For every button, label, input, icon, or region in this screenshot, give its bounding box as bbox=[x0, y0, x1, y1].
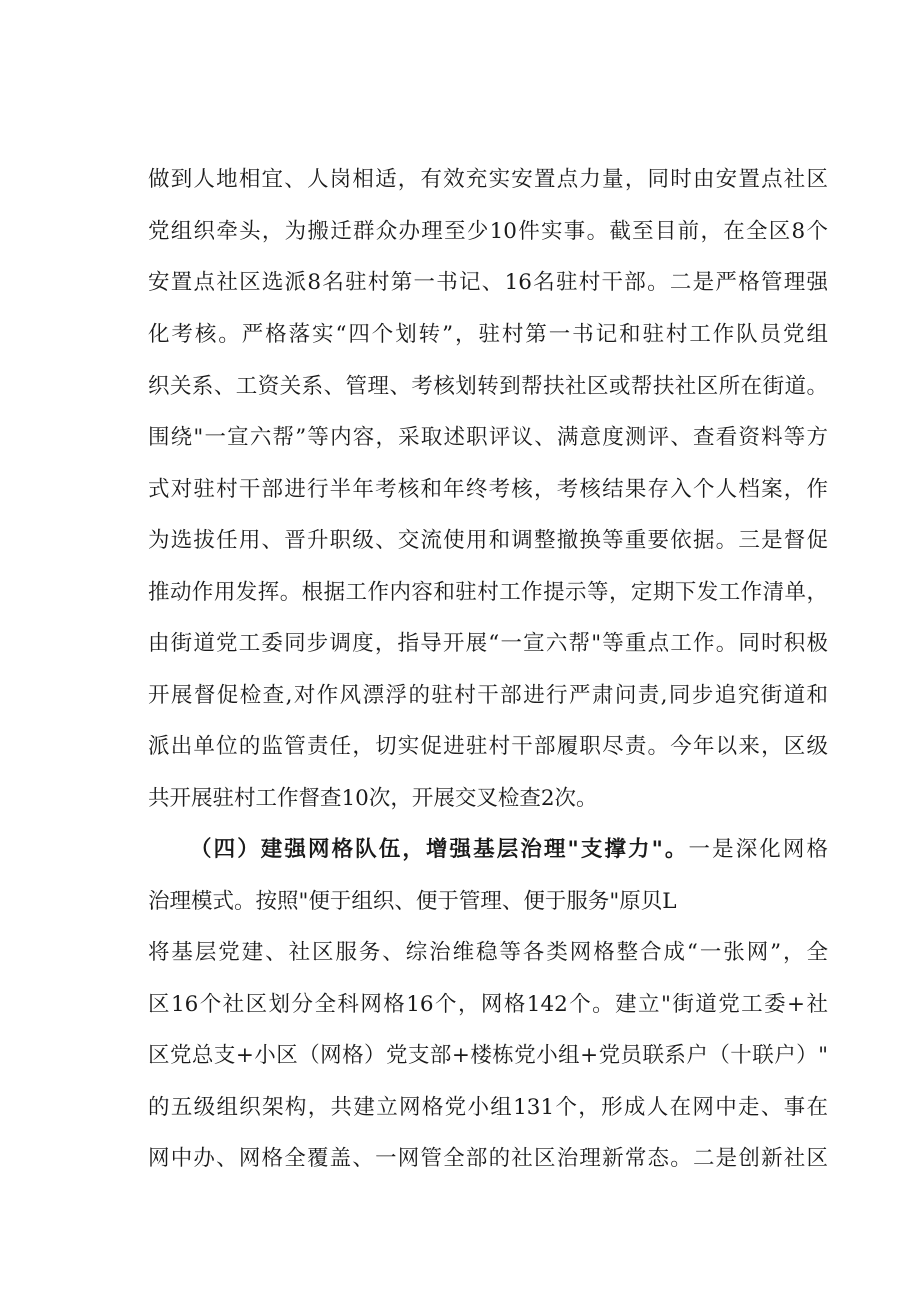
body-text-line: 开展督促检查,对作风漂浮的驻村干部进行严肃问责,同步追究街道和 bbox=[148, 683, 828, 708]
body-text-line: 治理模式。按照"便于组织、便于管理、便于服务"原贝L bbox=[148, 889, 677, 914]
body-text-line: 化考核。严格落实“四个划转”，驻村第一书记和驻村工作队员党组 bbox=[148, 322, 828, 347]
body-text-line: 推动作用发挥。根据工作内容和驻村工作提示等，定期下发工作清单， bbox=[148, 580, 828, 605]
body-text-line: 将基层党建、社区服务、综治维稳等各类网格整合成“一张网”，全 bbox=[148, 940, 828, 965]
body-text-line: 党组织牵头，为搬迁群众办理至少10件实事。截至目前，在全区8个 bbox=[148, 219, 828, 244]
body-text-line: 织关系、工资关系、管理、考核划转到帮扶社区或帮扶社区所在街道。 bbox=[148, 374, 828, 399]
body-text-line: 共开展驻村工作督查10次，开展交叉检查2次。 bbox=[148, 786, 598, 811]
body-text-line: 派出单位的监管责任，切实促进驻村干部履职尽责。今年以来，区级 bbox=[148, 734, 828, 759]
body-text-line: 围绕"一宣六帮”等内容，采取述职评议、满意度测评、查看资料等方 bbox=[148, 425, 828, 450]
body-text-line: 区16个社区划分全科网格16个，网格142个。建立"街道党工委+社 bbox=[148, 992, 828, 1017]
body-text-line: 为选拔任用、晋升职级、交流使用和调整撤换等重要依据。三是督促 bbox=[148, 528, 828, 553]
body-text-line: 式对驻村干部进行半年考核和年终考核，考核结果存入个人档案，作 bbox=[148, 477, 828, 502]
section-heading-tail: 一是深化网格 bbox=[688, 837, 828, 862]
body-text-line: 网中办、网格全覆盖、一网管全部的社区治理新常态。二是创新社区 bbox=[148, 1146, 828, 1171]
body-text-line: 的五级组织架构，共建立网格党小组131个，形成人在网中走、事在 bbox=[148, 1095, 828, 1120]
body-text-line: 由街道党工委同步调度，指导开展“一宣六帮"等重点工作。同时积极 bbox=[148, 631, 828, 656]
section-heading-line bbox=[190, 830, 828, 870]
body-text-line: 做到人地相宜、人岗相适，有效充实安置点力量，同时由安置点社区 bbox=[148, 167, 828, 192]
section-heading: （四）建强网格队伍，增强基层治理"支撑力"。 bbox=[190, 837, 689, 862]
body-text-line: 安置点社区选派8名驻村第一书记、16名驻村干部。二是严格管理强 bbox=[148, 270, 828, 295]
body-text-line: 区党总支+小区（网格）党支部+楼栋党小组+党员联系户（十联户）" bbox=[148, 1043, 828, 1068]
